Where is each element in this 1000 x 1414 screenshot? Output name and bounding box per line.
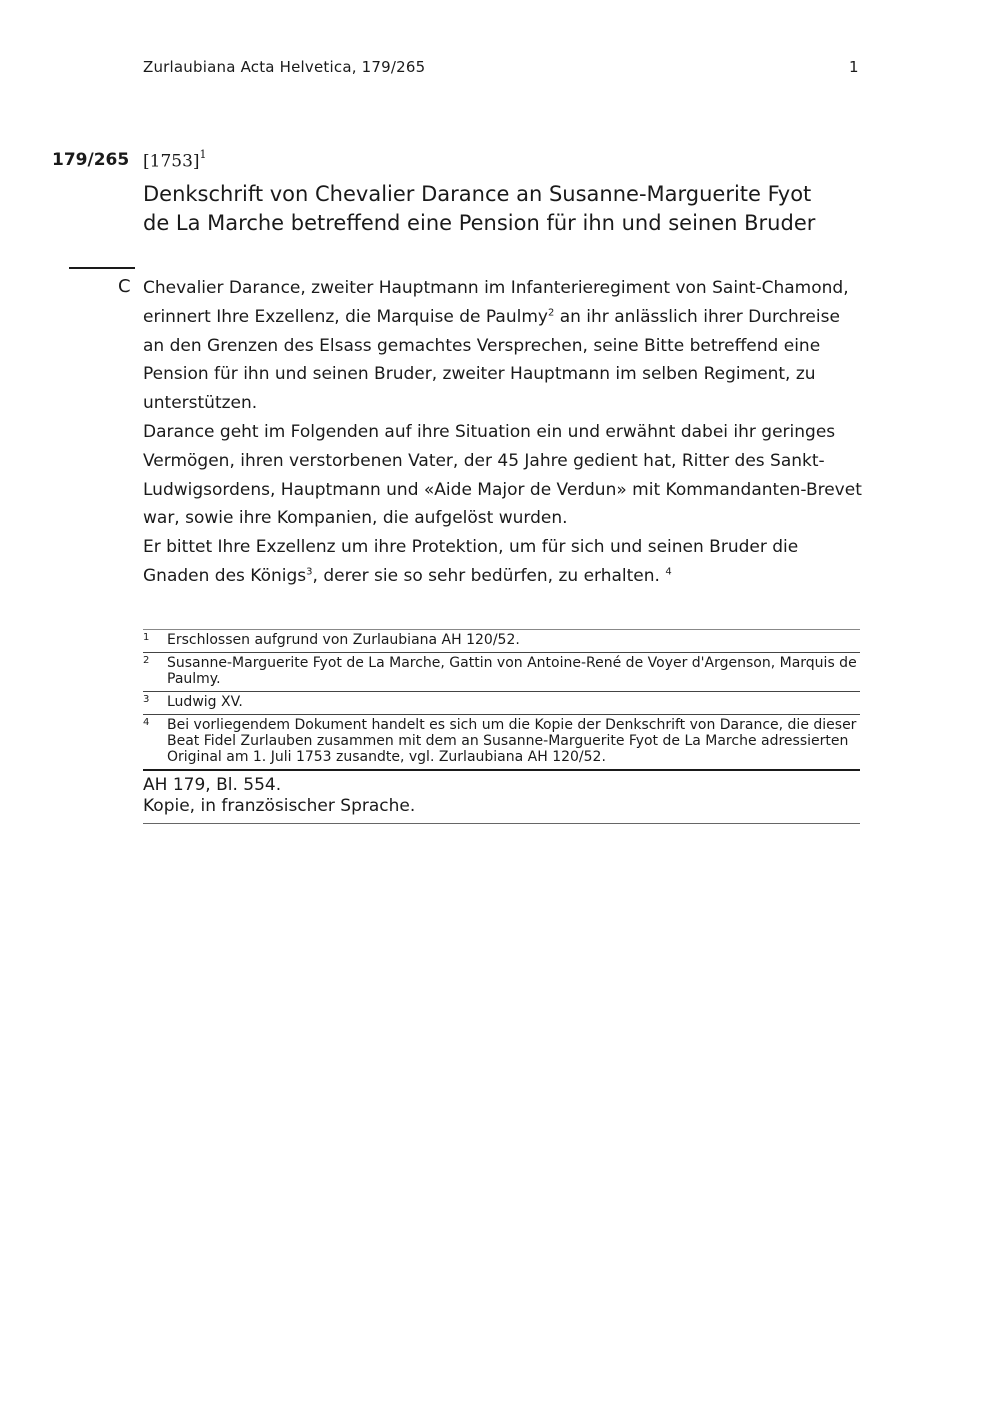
regest-text-run: an ihr anlässlich ihrer Durchreise an den Grenzen des Elsass gemachtes Versprechen, seine Bitte betreffend eine Pension für ihn und seinen Bruder, zweiter Hauptmann im selben Regiment, zu unterstützen.: [143, 306, 840, 414]
footnote: [143, 691, 860, 714]
title-line: Denkschrift von Chevalier Darance an Susanne-Marguerite Fyot: [143, 182, 812, 206]
archive-info: [143, 769, 860, 824]
footnote-text: Susanne-Marguerite Fyot de La Marche, Gattin von Antoine-René de Voyer d'Argenson, Marquis de Paulmy.: [167, 655, 857, 687]
source-siglum: C: [118, 276, 131, 297]
footnote-text: Bei vorliegendem Dokument handelt es sich um die Kopie der Denkschrift von Darance, die dieser Beat Fidel Zurlauben zusammen mit dem an Susanne-Marguerite Fyot de La Marche adressierten Original am 1. Juli 1753 zusandte, vgl. Zurlaubiana AH 120/52.: [167, 717, 857, 765]
footnotes: [143, 629, 860, 824]
footnote: [143, 652, 860, 691]
regest-text-run: Chevalier Darance, zweiter Hauptmann im Infanterieregiment von Saint-Chamond, erinnert Ihre Exzellenz, die Marquise de Paulmy: [143, 278, 849, 327]
footnote-ref[interactable]: 3: [306, 566, 313, 578]
footnote-number: 4: [143, 717, 150, 728]
regest-paragraph: [143, 274, 863, 418]
footnote: [143, 714, 860, 769]
footnote-text: Erschlossen aufgrund von Zurlaubiana AH 120/52.: [167, 632, 520, 648]
footnote-number: 3: [143, 694, 150, 705]
footnote-number: 2: [143, 655, 150, 666]
document-title: [143, 180, 863, 238]
document-date: [143, 150, 207, 172]
title-line: de La Marche betreffend eine Pension für ihn und seinen Bruder: [143, 211, 816, 235]
regest-paragraph: [143, 533, 863, 591]
footnote-text: Ludwig XV.: [167, 694, 243, 710]
footnote: [143, 629, 860, 652]
footnote-ref[interactable]: 1: [199, 148, 207, 161]
archive-location: AH 179, Bl. 554.: [143, 775, 282, 795]
page-number: 1: [849, 58, 859, 76]
regest-paragraph: Darance geht im Folgenden auf ihre Situation ein und erwähnt dabei ihr geringes Vermögen, ihren verstorbenen Vater, der 45 Jahre gedient hat, Ritter des Sankt-Ludwigsordens, Hauptmann und «Aide Major de Verdun» mit Kommandanten-Brevet war, sowie ihre Kompanien, die aufgelöst wurden.: [143, 421, 862, 529]
document-number: 179/265: [52, 150, 130, 170]
running-head: Zurlaubiana Acta Helvetica, 179/265: [143, 58, 426, 76]
archive-description: Kopie, in französischer Sprache.: [143, 796, 416, 816]
footnote-ref[interactable]: 2: [547, 307, 555, 319]
date-text: [1753]: [143, 151, 200, 172]
footnote-ref[interactable]: 4: [665, 566, 672, 578]
regest-text-run: , derer sie so sehr bedürfen, zu erhalten.: [312, 565, 660, 586]
regest-text-run: Er bittet Ihre Exzellenz um ihre Protektion, um für sich und seinen Bruder die Gnaden des Königs: [143, 537, 799, 586]
margin-rule: [69, 267, 135, 269]
footnote-number: 1: [143, 632, 150, 643]
regest-text: [143, 274, 863, 591]
